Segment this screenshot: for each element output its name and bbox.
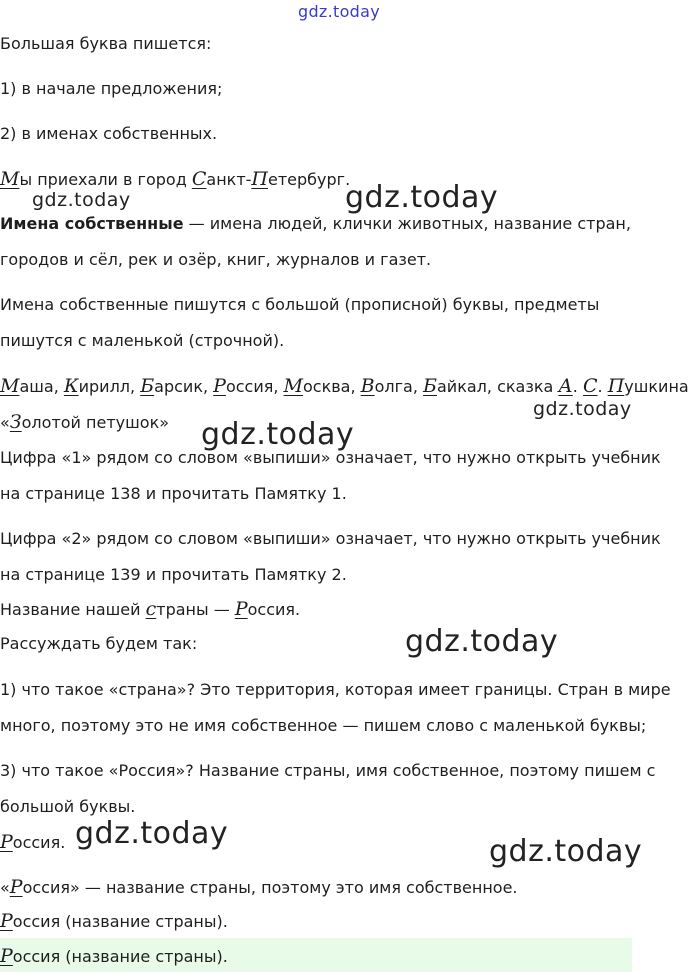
rule-item-2: 2) в именах собственных. [0, 124, 218, 143]
names-rule-line-2: пишутся с маленькой (строчной). [0, 331, 285, 350]
watermark: gdz.today [533, 398, 632, 420]
reason-3-line-2: большой буквы. [0, 797, 136, 816]
capital-letter: С [191, 168, 207, 190]
watermark: gdz.today [201, 417, 355, 452]
answer-4: Россия (название страны). [0, 945, 228, 967]
memo1-line-1: Цифра «1» рядом со словом «выпиши» означает, что нужно открыть учебник [0, 448, 661, 467]
names-list-line-2: «Золотой петушок» [0, 411, 170, 433]
watermark: gdz.today [75, 816, 229, 851]
names-list-line-1: Маша, Кирилл, Барсик, Россия, Москва, Волга, Байкал, сказка А. С. Пушкина [0, 375, 689, 397]
example-sentence: Мы приехали в город Санкт-Петербург. [0, 168, 351, 190]
reason-3-line-1: 3) что такое «Россия»? Название страны, имя собственное, поэтому пишем с [0, 761, 656, 780]
watermark: gdz.today [489, 834, 643, 869]
names-rule-line-1: Имена собственные пишутся с большой (прописной) буквы, предметы [0, 295, 600, 314]
reason-intro: Рассуждать будем так: [0, 634, 198, 653]
watermark: gdz.today [32, 189, 131, 211]
memo2-line-2: на странице 139 и прочитать Памятку 2. [0, 565, 347, 584]
definition-line-1: Имена собственные — имена людей, клички животных, название стран, [0, 214, 631, 233]
capital-letter: М [0, 168, 20, 190]
answer-3: Россия (название страны). [0, 910, 228, 932]
memo2-line-1: Цифра «2» рядом со словом «выпиши» означает, что нужно открыть учебник [0, 529, 661, 548]
definition-line-2: городов и сёл, рек и озёр, книг, журналов и газет. [0, 250, 432, 269]
reason-1-line-2: много, поэтому это не имя собственное — пишем слово с маленькой буквы; [0, 716, 647, 735]
capital-letter: П [251, 168, 268, 190]
watermark-top: gdz.today [298, 2, 380, 21]
watermark: gdz.today [345, 180, 499, 215]
memo1-line-2: на странице 138 и прочитать Памятку 1. [0, 484, 347, 503]
reason-1-line-1: 1) что такое «страна»? Это территория, которая имеет границы. Стран в мире [0, 680, 671, 699]
definition-term: Имена собственные [0, 214, 184, 233]
rule-intro: Большая буква пишется: [0, 34, 212, 53]
answer-2: «Россия» — название страны, поэтому это имя собственное. [0, 876, 518, 898]
answer-1: Россия. [0, 831, 66, 853]
rule-item-1: 1) в начале предложения; [0, 79, 223, 98]
watermark: gdz.today [405, 624, 559, 659]
country-sentence: Название нашей страны — Россия. [0, 598, 301, 620]
